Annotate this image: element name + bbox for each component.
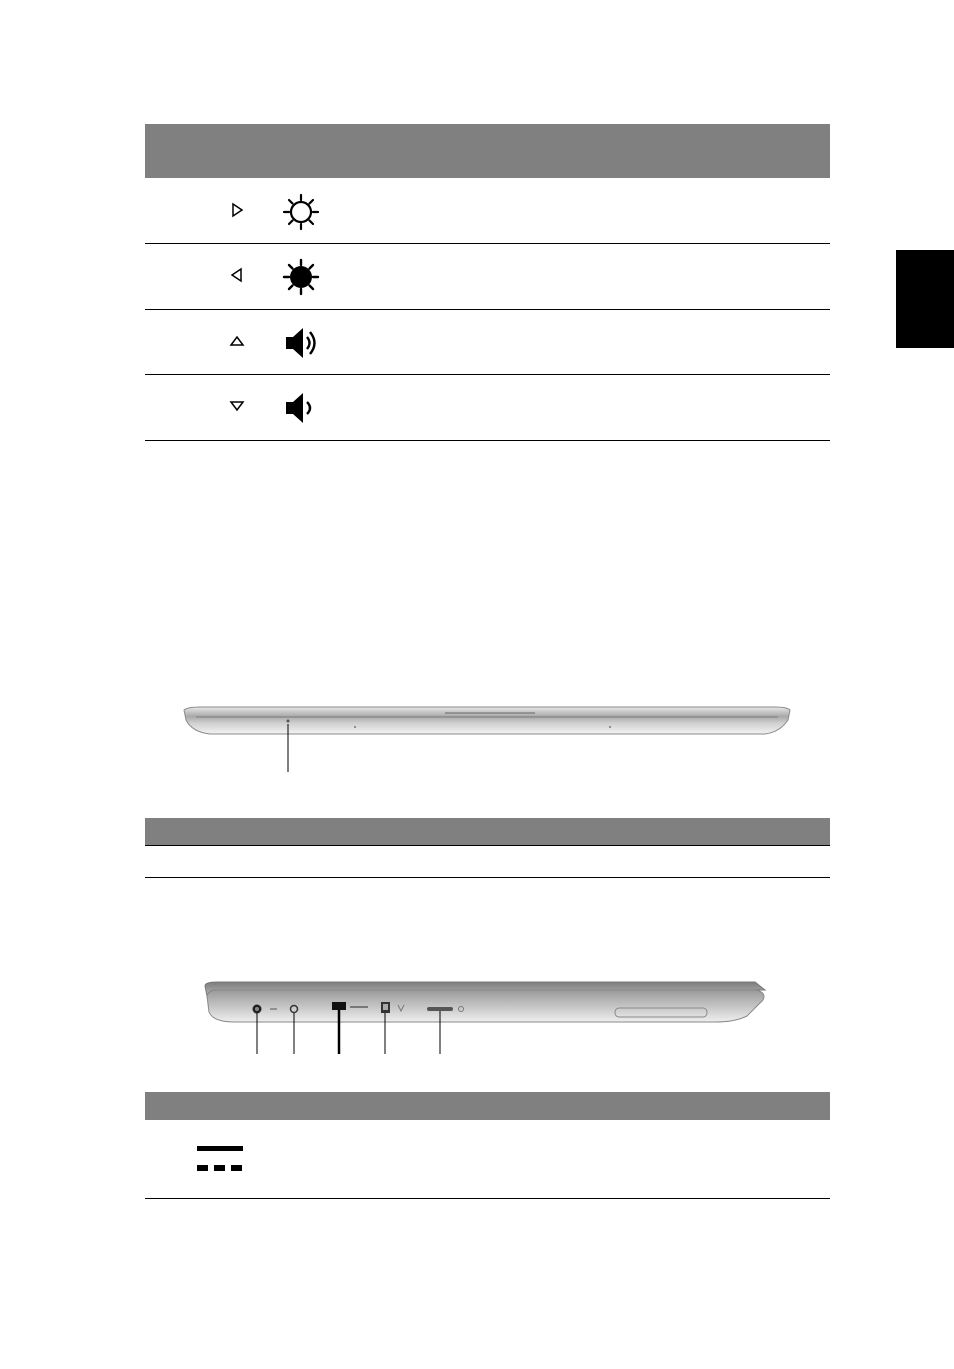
side-view-table-header [145,1092,830,1120]
volume-up-icon [281,323,321,363]
hotkey-row-brightness-up [145,178,830,243]
left-arrow-icon [227,265,247,285]
right-arrow-icon [227,200,247,220]
table-rule [145,1198,830,1199]
table-rule [145,845,830,846]
laptop-left-view-illustration [195,978,770,1056]
dc-in-icon [196,1145,244,1173]
hotkey-row-volume-down [145,374,830,439]
table-rule [145,877,830,878]
laptop-front-view-illustration [180,700,795,775]
table-rule [145,440,830,441]
volume-down-icon [281,388,321,428]
brightness-up-icon [281,192,321,232]
hotkey-table-header [145,124,830,178]
down-arrow-icon [227,396,247,416]
hotkey-row-volume-up [145,309,830,374]
front-view-table-header [145,818,830,845]
hotkey-row-brightness-down [145,243,830,308]
language-side-tab [896,250,954,348]
up-arrow-icon [227,331,247,351]
brightness-down-icon [281,257,321,297]
